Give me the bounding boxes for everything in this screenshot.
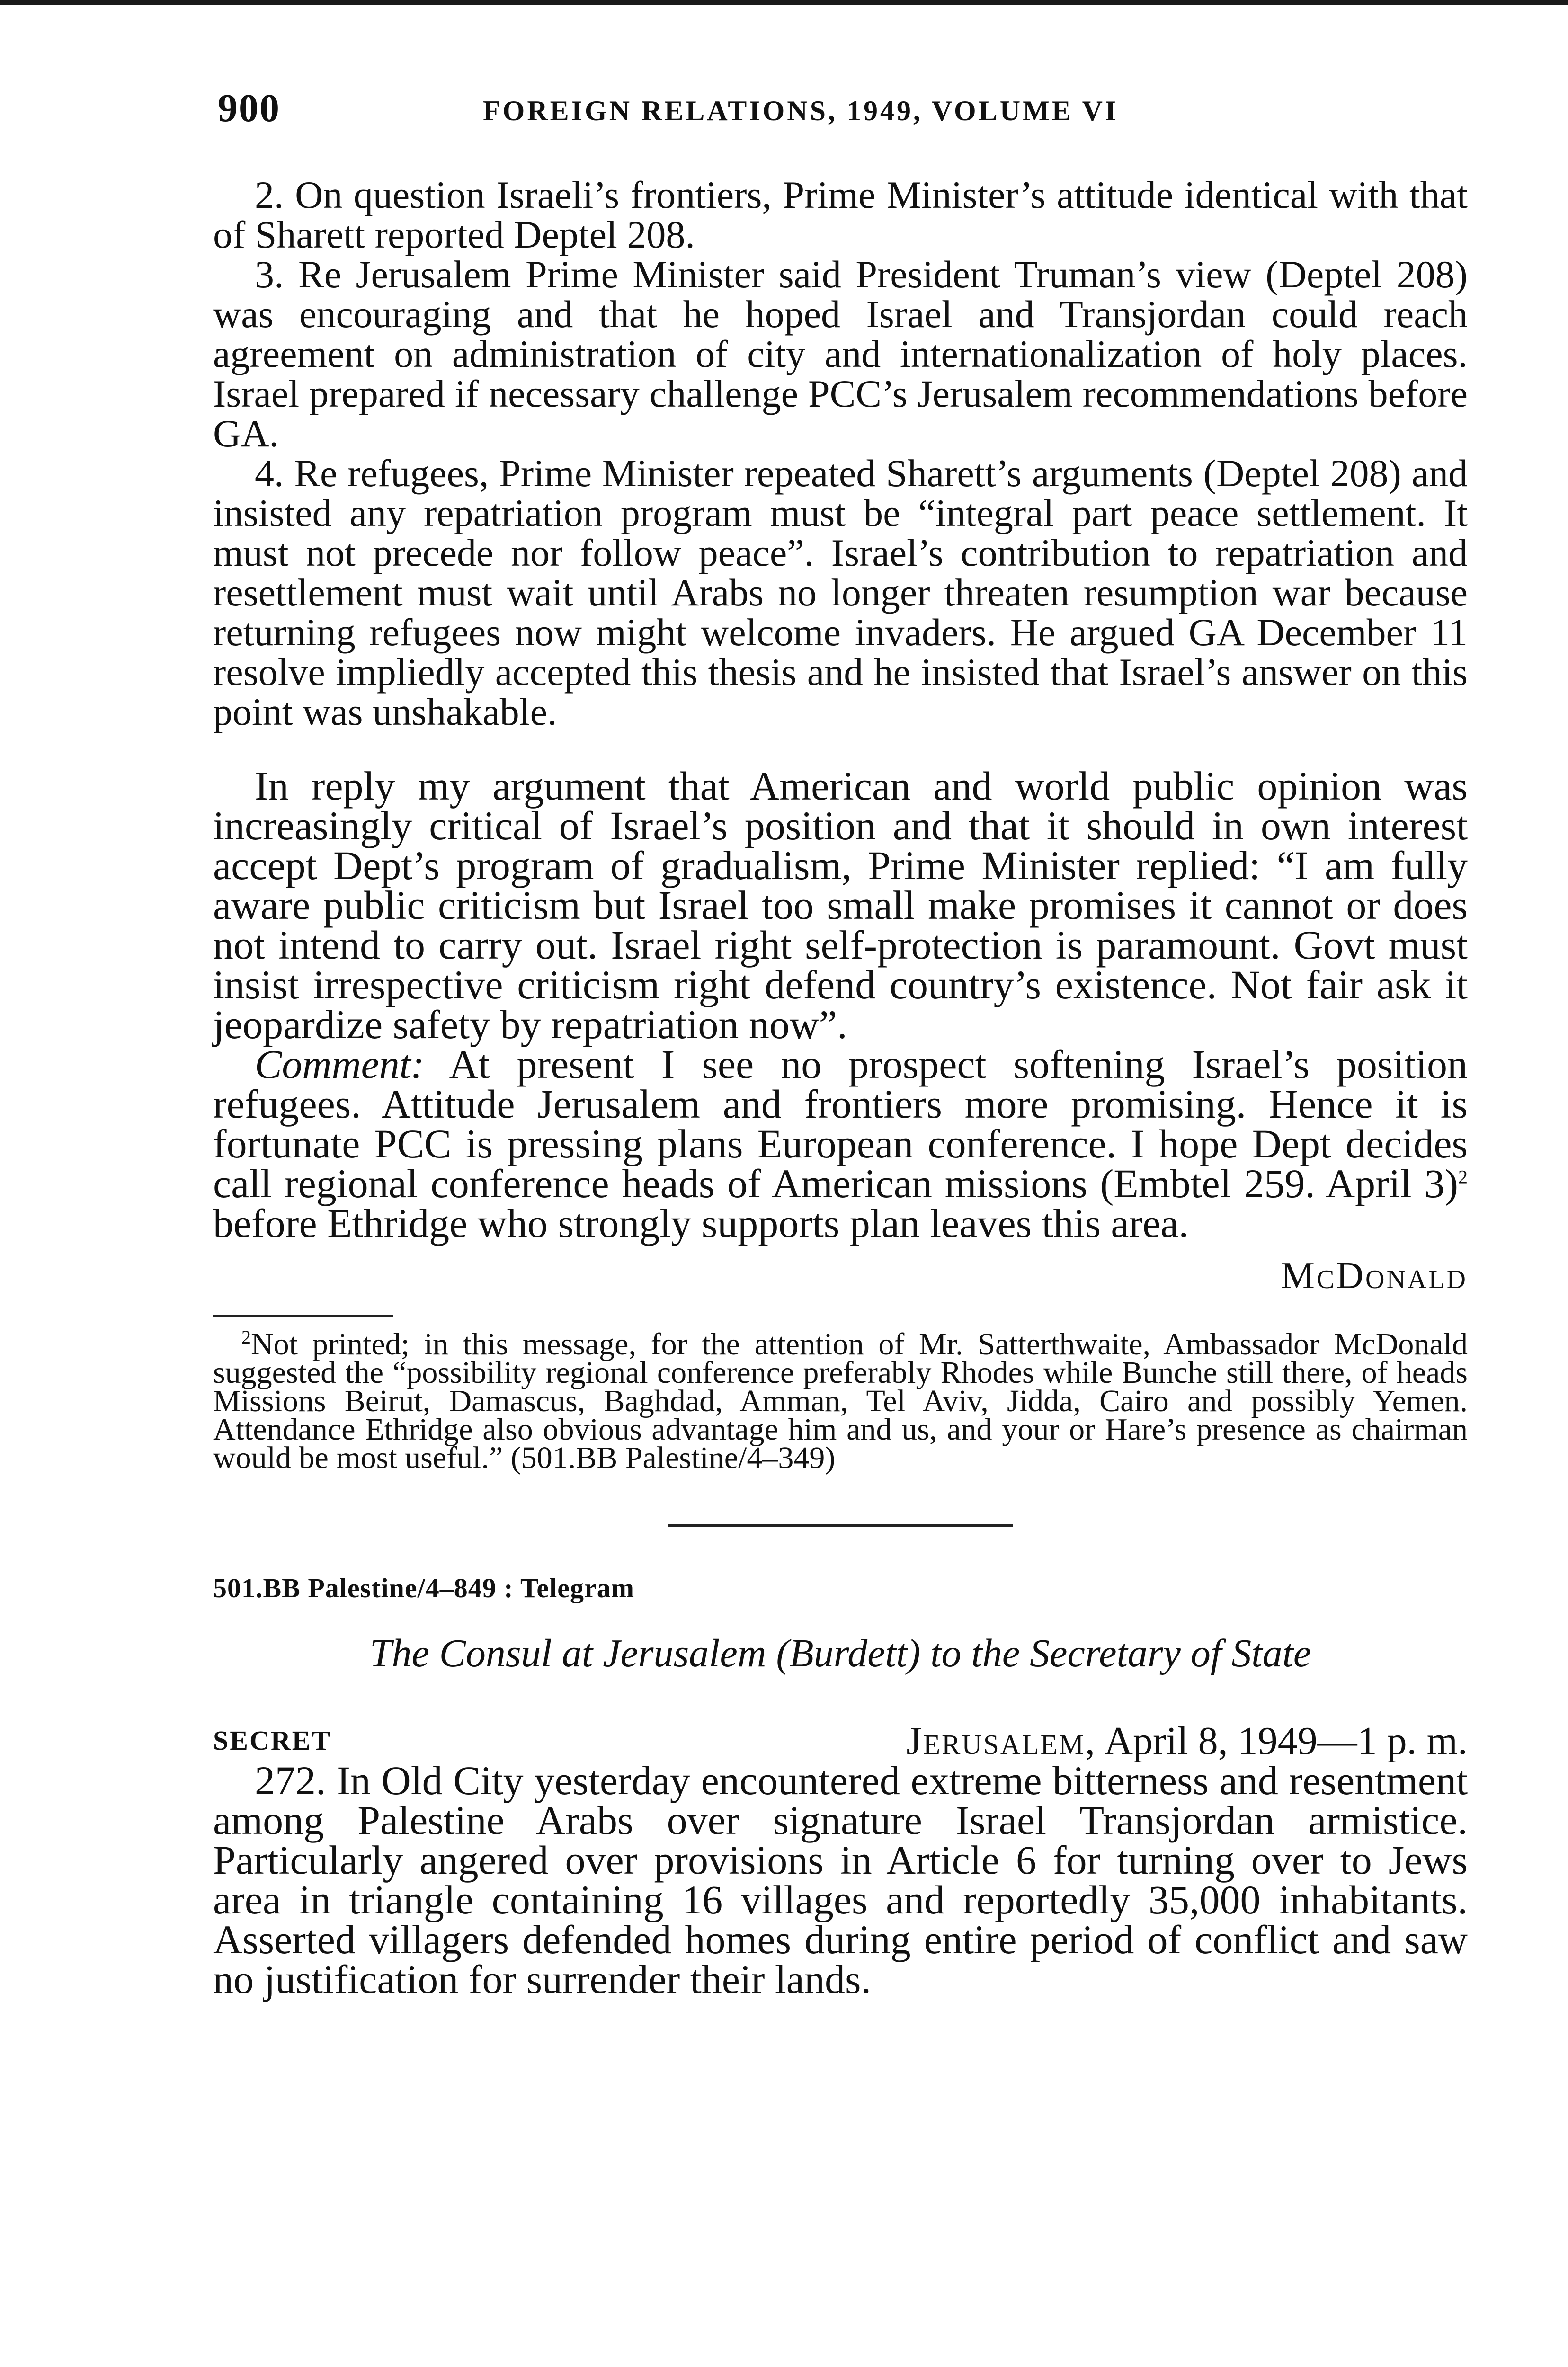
paragraph-telegram-272: 272. In Old City yesterday encountered extreme bitterness and resentment among Palestine Arabs over signature Israel Transjordan armistice. Particularly angered over provisions in Article 6 for turning over to Jews area in triangle containing 16 villages and reportedly 35,000 inhabitants. Asserted villagers defended homes during entire period of conflict and saw no justification for surrender their lands. — [213, 1758, 1468, 2002]
paragraph-jerusalem: 3. Re Jerusalem Prime Minister said President Truman’s view (Deptel 208) was encouraging and that he hoped Israel and Transjordan could reach agreement on administration of city and internationalization of holy places. Israel prepared if necessary challenge PCC’s Jerusalem recommendations before GA. — [213, 253, 1468, 455]
classification-label: SECRET — [213, 1725, 332, 1756]
running-head: FOREIGN RELATIONS, 1949, VOLUME VI — [483, 95, 1119, 126]
dateline-date: April 8, 1949—1 p. m. — [1096, 1719, 1468, 1763]
page-number: 900 — [218, 86, 280, 130]
paragraph-comment — [213, 1041, 1468, 1246]
page-top-edge — [0, 0, 1568, 5]
comment-label: Comment: — [255, 1041, 425, 1087]
paragraph-frontiers: 2. On question Israeli’s frontiers, Prime Minister’s attitude identical with that of Sharett reported Deptel 208. — [213, 173, 1468, 256]
comment-text-part-1: At present I see no prospect softening Israel’s position refugees. Attitude Jerusalem and frontiers more promising. Hence it is fortunate PCC is pressing plans European conference. I hope Dept decides call regional conference heads of American missions (Embtel 259. April 3) — [213, 1041, 1468, 1206]
footnote-text: Not printed; in this message, for the attention of Mr. Satterthwaite, Ambassador McDonald suggested the “possibility regional conference preferably Rhodes while Bunche still there, of heads Missions Beirut, Damascus, Baghdad, Amman, Tel Aviv, Jidda, Cairo and possibly Yemen. Attendance Ethridge also obvious advantage him and us, and your or Hare’s presence as chairman would be most useful.” (501.BB Palestine/4–349) — [213, 1327, 1468, 1475]
classification-row — [213, 1718, 1468, 1761]
dateline-place: Jerusalem, — [906, 1719, 1096, 1763]
signature: McDonald — [1281, 1255, 1468, 1297]
paragraph-refugees: 4. Re refugees, Prime Minister repeated Sharett’s arguments (Deptel 208) and insisted any repatriation program must be “integral part peace settlement. It must not precede nor follow peace”. Israel’s contribution to repatriation and resettlement must wait until Arabs no longer threaten resumption war because returning refugees now might welcome invaders. He argued GA December 11 resolve impliedly accepted this thesis and he insisted that Israel’s answer on this point was unshakable. — [213, 452, 1468, 733]
file-reference: 501.BB Palestine/4–849 : Telegram — [213, 1573, 635, 1603]
footnote — [213, 1326, 1468, 1475]
page-header — [218, 85, 1463, 137]
footnote-marker: 2 — [241, 1326, 251, 1348]
paragraph-reply: In reply my argument that American and world public opinion was increasingly critical of Israel’s position and that it should in own interest accept Dept’s program of gradualism, Prime Minister replied: “I am fully aware public criticism but Israel too small make promises it cannot or does not intend to carry out. Israel right self-protection is paramount. Govt must insist irrespective criticism right defend country’s existence. Not fair ask it jeopardize safety by repatriation now”. — [213, 763, 1468, 1047]
dateline — [906, 1718, 1468, 1764]
document-title: The Consul at Jerusalem (Burdett) to the Secretary of State — [369, 1631, 1311, 1675]
section-divider — [668, 1524, 1013, 1527]
footnote-rule — [213, 1315, 393, 1317]
page-body — [213, 173, 1468, 2002]
paragraph-gap — [213, 732, 1468, 766]
comment-text-part-2: before Ethridge who strongly supports plan leaves this area. — [213, 1201, 1189, 1246]
footnote-reference: 2 — [1458, 1166, 1468, 1188]
